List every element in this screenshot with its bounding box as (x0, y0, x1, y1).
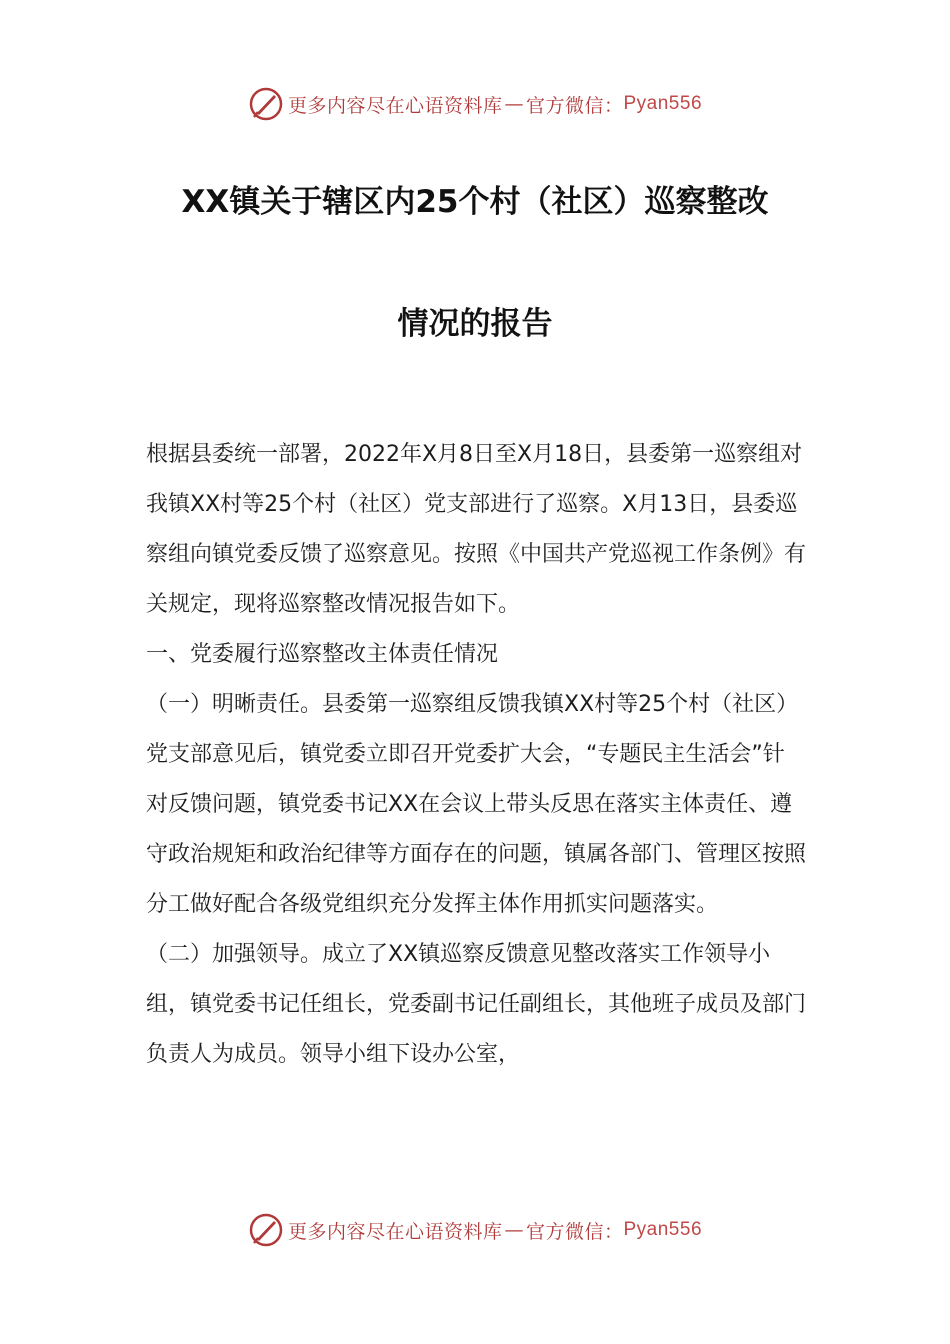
quill-logo-icon (248, 86, 284, 122)
banner-tagline: 更多内容尽在心语资料库 (287, 1220, 503, 1243)
paragraph-intro: 根据县委统一部署，2022年X月8日至X月18日，县委第一巡察组对我镇XX村等25个村（社区）党支部进行了巡察。X月13日，县委巡察组向镇党委反馈了巡察意见。按照《中国共产党巡视工作条例》有关规定，现将巡察整改情况报告如下。 (146, 442, 807, 617)
document-title-line-1: XX镇关于辖区内25个村（社区）巡察整改 (181, 184, 769, 220)
banner-wechat-handle: Pyan556 (623, 93, 703, 114)
document-title-line-2: 情况的报告 (397, 306, 553, 342)
banner-separator: — (504, 1219, 524, 1241)
banner-separator: — (504, 93, 524, 115)
quill-logo-icon (248, 1212, 284, 1248)
paragraph-clarify-responsibility: （一）明晰责任。县委第一巡察组反馈我镇XX村等25个村（社区）党支部意见后，镇党委立即召开党委扩大会，“专题民主生活会”针对反馈问题，镇党委书记XX在会议上带头反思在落实主体责任、遵守政治规矩和政治纪律等方面存在的问题，镇属各部门、管理区按照分工做好配合各级党组织充分发挥主体作用抓实问题落实。 (146, 692, 807, 917)
footer-watermark-banner (0, 1210, 950, 1250)
header-watermark-banner (0, 84, 950, 124)
banner-wechat-label: 官方微信： (525, 94, 624, 117)
banner-wechat-handle: Pyan556 (623, 1219, 703, 1240)
banner-tagline: 更多内容尽在心语资料库 (287, 94, 503, 117)
banner-wechat-label: 官方微信： (525, 1220, 624, 1243)
document-body (146, 430, 806, 1080)
paragraph-strengthen-leadership: （二）加强领导。成立了XX镇巡察反馈意见整改落实工作领导小组，镇党委书记任组长，党委副书记任副组长，其他班子成员及部门负责人为成员。领导小组下设办公室， (146, 942, 807, 1067)
section-heading-1: 一、党委履行巡察整改主体责任情况 (146, 642, 499, 667)
